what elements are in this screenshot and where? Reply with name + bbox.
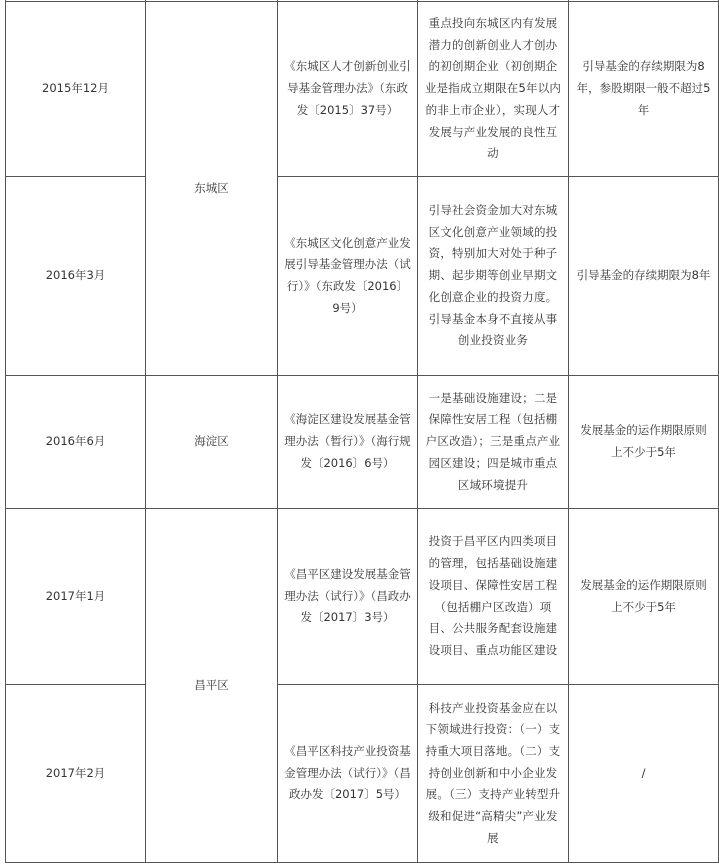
date-cell: 2017年2月 (6, 685, 146, 863)
term-cell: 发展基金的运作期限原则上不少于5年 (569, 376, 719, 509)
district-cell: 东城区 (146, 2, 278, 376)
table-row (6, 509, 719, 685)
scope-cell: 科技产业投资基金应在以下领域进行投资：（一）支持重大项目落地。（二）支持创业创新和中小企业发展。（三）支持产业转型升级和促进“高精尖”产业发展 (418, 685, 569, 863)
document-cell: 《昌平区科技产业投资基金管理办法（试行）》（昌政办发〔2017〕5号） (278, 685, 418, 863)
document-cell: 《海淀区建设发展基金管理办法（暂行）》（海行规发〔2016〕6号） (278, 376, 418, 509)
document-cell: 《昌平区建设发展基金管理办法（试行）》（昌政办发〔2017〕3号） (278, 509, 418, 685)
document-cell: 《东城区人才创新创业引导基金管理办法》（东政发〔2015〕37号） (278, 2, 418, 177)
scope-cell: 重点投向东城区内有发展潜力的创新创业人才创办的初创期企业（初创期企业是指成立期限在5年以内的非上市企业），实现人才发展与产业发展的良性互动 (418, 2, 569, 177)
policy-table (5, 0, 719, 863)
scope-cell: 投资于昌平区内四类项目的管理，包括基础设施建设项目、保障性安居工程（包括棚户区改造）项目、公共服务配套设施建设项目、重点功能区建设 (418, 509, 569, 685)
term-cell: / (569, 685, 719, 863)
scope-cell: 引导社会资金加大对东城区文化创意产业领域的投资，特别加大对处于种子期、起步期等创业早期文化创意企业的投资力度。引导基金本身不直接从事创业投资业务 (418, 177, 569, 376)
term-cell: 引导基金的存续期限为8年 (569, 177, 719, 376)
table-row (6, 177, 719, 376)
district-cell: 昌平区 (146, 509, 278, 863)
date-cell: 2015年12月 (6, 2, 146, 177)
date-cell: 2016年6月 (6, 376, 146, 509)
district-cell: 海淀区 (146, 376, 278, 509)
term-cell: 引导基金的存续期限为8年，参股期限一般不超过5年 (569, 2, 719, 177)
date-cell: 2017年1月 (6, 509, 146, 685)
scope-cell: 一是基础设施建设；二是保障性安居工程（包括棚户区改造）；三是重点产业园区建设；四是城市重点区域环境提升 (418, 376, 569, 509)
table-row (6, 2, 719, 177)
table-row (6, 685, 719, 863)
document-cell: 《东城区文化创意产业发展引导基金管理办法（试行）》（东政发〔2016〕9号） (278, 177, 418, 376)
term-cell: 发展基金的运作期限原则上不少于5年 (569, 509, 719, 685)
table-row (6, 376, 719, 509)
date-cell: 2016年3月 (6, 177, 146, 376)
